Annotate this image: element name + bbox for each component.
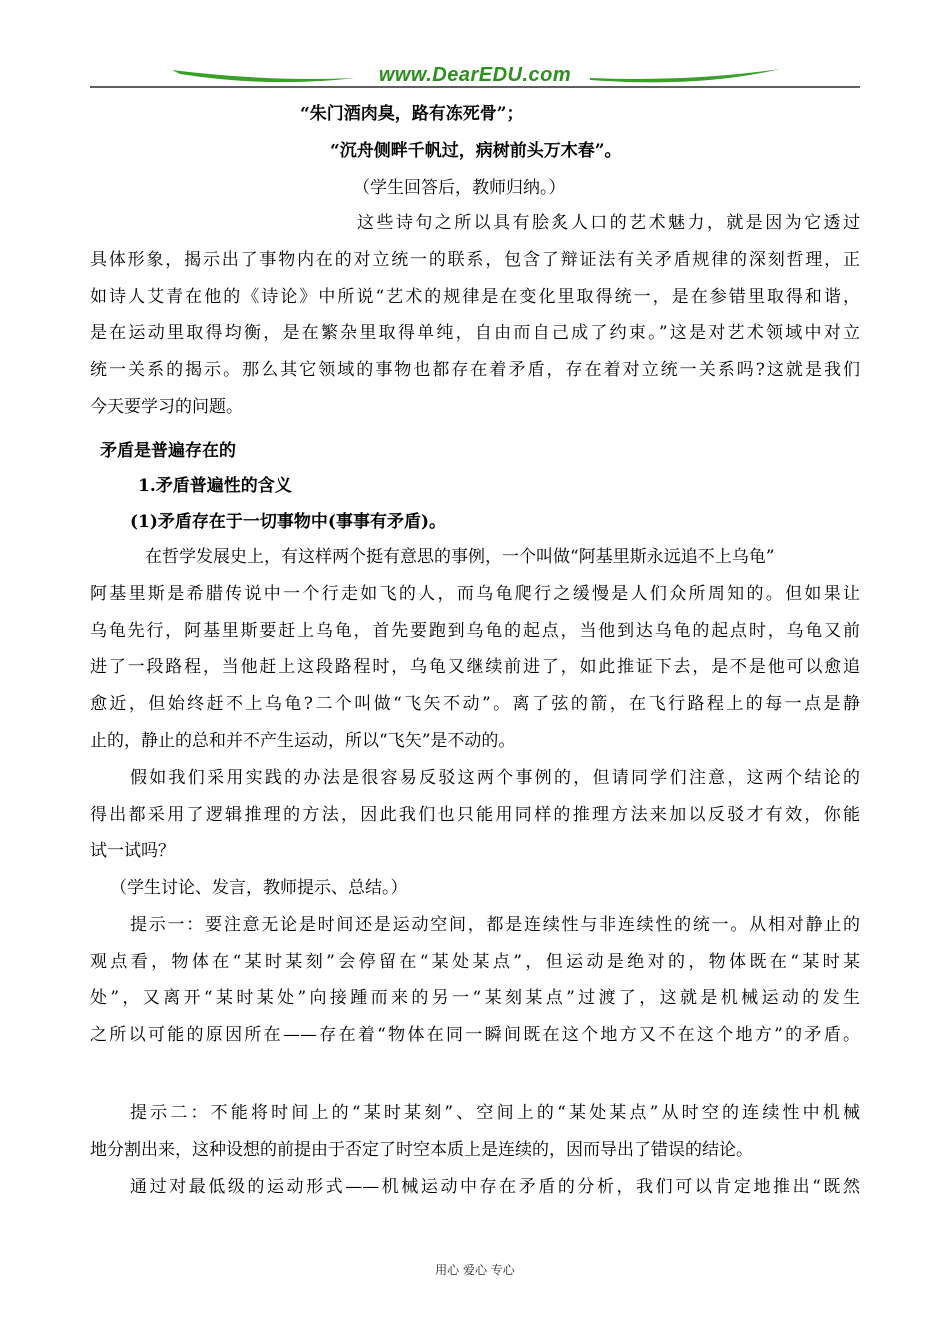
paragraph-line: 假如我们采用实践的办法是很容易反驳这两个事例的，但请同学们注意，这两个结论的	[130, 768, 860, 788]
paragraph-line: 乌龟先行，阿基里斯要赶上乌龟，首先要跑到乌龟的起点，当他到达乌龟的起点时，乌龟又前	[90, 621, 860, 641]
hint-one-line: 之所以可能的原因所在——存在着“物体在同一瞬间既在这个地方又不在这个地方”的矛盾。	[90, 1025, 860, 1045]
poem-line-2: “沉舟侧畔千帆过，病树前头万木春”。	[330, 141, 622, 161]
paragraph-line: 愈近，但始终赶不上乌龟?二个叫做“飞矢不动”。离了弦的箭，在飞行路程上的每一点是静	[90, 694, 860, 714]
page-header	[90, 62, 860, 90]
paragraph-line: 通过对最低级的运动形式——机械运动中存在矛盾的分析，我们可以肯定地推出“既然	[130, 1177, 860, 1197]
teacher-note-2: （学生讨论、发言，教师提示、总结。）	[110, 878, 408, 898]
paragraph-line: 如诗人艾青在他的《诗论》中所说“艺术的规律是在变化里取得统一，是在参错里取得和谐，	[90, 287, 860, 307]
paragraph-line: 止的，静止的总和并不产生运动，所以“飞矢”是不动的。	[90, 731, 516, 751]
page-footer: 用心 爱心 专心	[435, 1263, 515, 1277]
hint-one-line: 提示一：要注意无论是时间还是运动空间，都是连续性与非连续性的统一。从相对静止的	[130, 915, 860, 935]
subsection-point: (1)矛盾存在于一切事物中(事事有矛盾)。	[130, 512, 447, 532]
site-logo: www.DearEDU.com	[378, 64, 572, 86]
hint-two-line: 提示二：不能将时间上的“某时某刻”、空间上的“某处某点”从时空的连续性中机械	[130, 1103, 860, 1123]
paragraph-line: 阿基里斯是希腊传说中一个行走如飞的人，而乌龟爬行之缓慢是人们众所周知的。但如果让	[90, 584, 860, 604]
paragraph-line: 在哲学发展史上，有这样两个挺有意思的事例，一个叫做“阿基里斯永远追不上乌龟”	[145, 547, 775, 567]
paragraph-line: 试一试吗？	[90, 841, 175, 861]
paragraph-line: 进了一段路程，当他赶上这段路程时，乌龟又继续前进了，如此推证下去，是不是他可以愈追	[90, 657, 860, 677]
hint-two-line: 地分割出来，这种设想的前提由于否定了时空本质上是连续的，因而导出了错误的结论。	[90, 1140, 753, 1160]
paragraph-line: 统一关系的揭示。那么其它领域的事物也都存在着矛盾，存在着对立统一关系吗?这就是我们	[90, 360, 860, 380]
hint-one-line: 观点看，物体在“某时某刻”会停留在“某处某点”，但运动是绝对的，物体既在“某时某	[90, 952, 860, 972]
subsection-heading: 1.矛盾普遍性的含义	[138, 476, 292, 496]
paragraph-line: 今天要学习的问题。	[90, 397, 243, 417]
paragraph-line: 得出都采用了逻辑推理的方法，因此我们也只能用同样的推理方法来加以反驳才有效，你能	[90, 805, 860, 825]
section-heading: 矛盾是普遍存在的	[100, 441, 236, 461]
teacher-note-1: （学生回答后，教师归纳。）	[353, 178, 566, 198]
paragraph-line: 这些诗句之所以具有脍炙人口的艺术魅力，就是因为它透过	[357, 213, 860, 233]
paragraph-line: 是在运动里取得均衡，是在繁杂里取得单纯，自由而自己成了约束。”这是对艺术领域中对立	[90, 323, 860, 343]
paragraph-line: 具体形象，揭示出了事物内在的对立统一的联系，包含了辩证法有关矛盾规律的深刻哲理，正	[90, 250, 860, 270]
poem-line-1: “朱门酒肉臭，路有冻死骨”；	[300, 104, 524, 124]
hint-one-line: 处”，又离开“某时某处”向接踵而来的另一“某刻某点”过渡了，这就是机械运动的发生	[90, 988, 860, 1008]
